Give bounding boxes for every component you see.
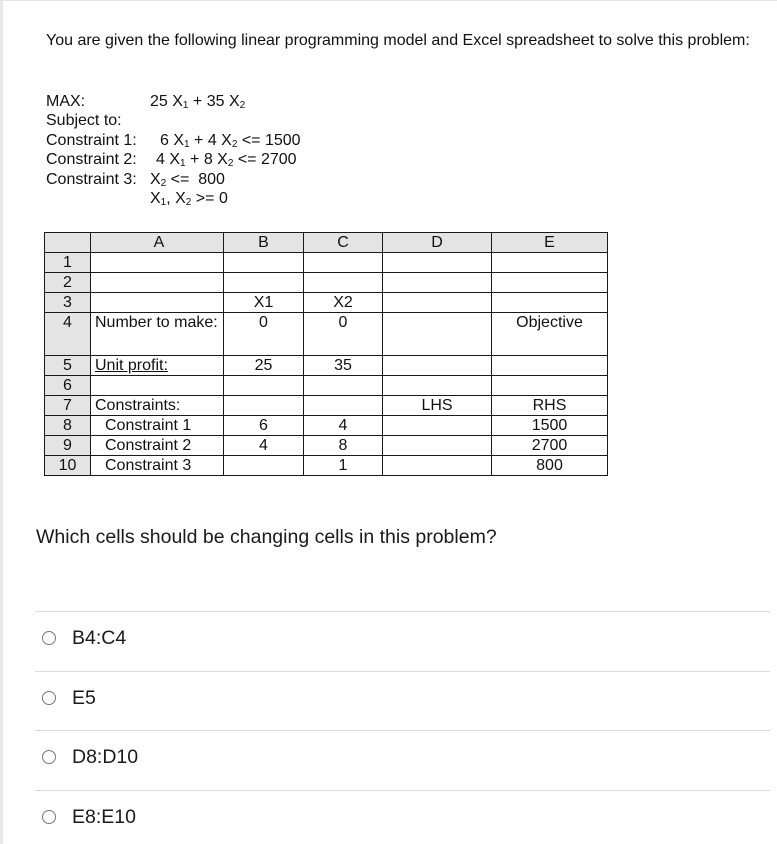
cell-b5: 25 xyxy=(224,356,304,376)
intro-text: You are given the following linear programming model and Excel spreadsheet to solve this problem: xyxy=(46,32,750,49)
sheet-row-3 xyxy=(45,293,608,313)
cell-b3: X1 xyxy=(224,293,304,313)
column-header-a: A xyxy=(91,233,224,253)
constraint-1-label: Constraint 1: xyxy=(46,131,137,149)
cell-e1 xyxy=(492,253,608,273)
row-number: 10 xyxy=(45,456,91,476)
constraint-2-label: Constraint 2: xyxy=(46,151,137,169)
option-label: D8:D10 xyxy=(72,745,139,768)
cell-a4: Number to make: xyxy=(91,313,224,356)
constraint-3-expression: $X_2 <= 800$ xyxy=(150,170,225,189)
cell-b4: 0 xyxy=(224,313,304,356)
cell-e9: 2700 xyxy=(492,436,608,456)
column-header-row xyxy=(45,233,608,253)
left-border xyxy=(0,0,3,844)
column-header-e: E xyxy=(492,233,608,253)
constraint-1-expression: 6 $X_1 + 4$ $X_2 <= 1500$ xyxy=(160,131,301,150)
nonnegativity-expression: $X_1$, $X_2 >= 0$ xyxy=(150,189,228,208)
cell-d2 xyxy=(383,273,492,293)
objective-function: 25 $X_1 + 35$ $X_2$ xyxy=(150,93,246,111)
spreadsheet xyxy=(44,232,608,476)
row-number: 9 xyxy=(45,436,91,456)
option-e8-e10[interactable] xyxy=(42,802,342,832)
top-border xyxy=(0,0,777,1)
cell-b2 xyxy=(224,273,304,293)
row-number: 7 xyxy=(45,396,91,416)
constraint-2-expression: 4 $X_1 + 8$ $X_2 <= 2700$ xyxy=(156,151,297,170)
cell-a5: Unit profit: xyxy=(91,356,224,376)
option-divider xyxy=(35,730,770,731)
cell-b10 xyxy=(224,456,304,476)
cell-a9: Constraint 2 xyxy=(91,436,224,456)
cell-a8: Constraint 1 xyxy=(91,416,224,436)
cell-b9: 4 xyxy=(224,436,304,456)
radio-button-icon[interactable] xyxy=(42,750,56,764)
option-label: E5 xyxy=(72,686,96,709)
subject-to-label: Subject to: xyxy=(46,112,122,130)
cell-a7: Constraints: xyxy=(91,396,224,416)
radio-button-icon[interactable] xyxy=(42,691,56,705)
cell-a6 xyxy=(91,376,224,396)
cell-a10: Constraint 3 xyxy=(91,456,224,476)
cell-c5: 35 xyxy=(304,356,383,376)
cell-c2 xyxy=(304,273,383,293)
cell-d3 xyxy=(383,293,492,313)
cell-a1 xyxy=(91,253,224,273)
sheet-row-7 xyxy=(45,396,608,416)
cell-d5 xyxy=(383,356,492,376)
cell-d9 xyxy=(383,436,492,456)
corner-cell xyxy=(45,233,91,253)
option-divider xyxy=(35,611,770,612)
column-header-d: D xyxy=(383,233,492,253)
cell-a3 xyxy=(91,293,224,313)
row-number: 5 xyxy=(45,356,91,376)
sheet-row-4 xyxy=(45,313,608,356)
cell-e5 xyxy=(492,356,608,376)
cell-e8: 1500 xyxy=(492,416,608,436)
cell-b1 xyxy=(224,253,304,273)
row-number: 8 xyxy=(45,416,91,436)
column-header-c: C xyxy=(304,233,383,253)
row-number: 1 xyxy=(45,253,91,273)
cell-c3: X2 xyxy=(304,293,383,313)
radio-button-icon[interactable] xyxy=(42,810,56,824)
question-text: Which cells should be changing cells in this problem? xyxy=(36,526,497,548)
cell-e2 xyxy=(492,273,608,293)
row-number: 2 xyxy=(45,273,91,293)
cell-b8: 6 xyxy=(224,416,304,436)
cell-b7 xyxy=(224,396,304,416)
row-number: 6 xyxy=(45,376,91,396)
cell-d10 xyxy=(383,456,492,476)
cell-d7: LHS xyxy=(383,396,492,416)
cell-d1 xyxy=(383,253,492,273)
cell-c6 xyxy=(304,376,383,396)
option-label: B4:C4 xyxy=(72,626,127,649)
sheet-row-10 xyxy=(45,456,608,476)
option-divider xyxy=(35,790,770,791)
option-d8-d10[interactable] xyxy=(42,742,342,772)
cell-e3 xyxy=(492,293,608,313)
cell-e10: 800 xyxy=(492,456,608,476)
option-label: E8:E10 xyxy=(72,805,136,828)
row-number: 3 xyxy=(45,293,91,313)
constraint-3-label: Constraint 3: xyxy=(46,170,137,188)
option-b4-c4[interactable] xyxy=(42,623,342,653)
cell-e7: RHS xyxy=(492,396,608,416)
cell-c7 xyxy=(304,396,383,416)
sheet-row-8 xyxy=(45,416,608,436)
cell-c1 xyxy=(304,253,383,273)
sheet-row-6 xyxy=(45,376,608,396)
max-label: MAX: xyxy=(46,93,86,110)
sheet-row-9 xyxy=(45,436,608,456)
sheet-row-1 xyxy=(45,253,608,273)
radio-button-icon[interactable] xyxy=(42,631,56,645)
cell-c4: 0 xyxy=(304,313,383,356)
cell-b6 xyxy=(224,376,304,396)
cell-d6 xyxy=(383,376,492,396)
option-e5[interactable] xyxy=(42,683,342,713)
column-header-b: B xyxy=(224,233,304,253)
option-divider xyxy=(35,671,770,672)
sheet-row-5 xyxy=(45,356,608,376)
row-number: 4 xyxy=(45,313,91,356)
cell-a2 xyxy=(91,273,224,293)
cell-c10: 1 xyxy=(304,456,383,476)
cell-d8 xyxy=(383,416,492,436)
sheet-row-2 xyxy=(45,273,608,293)
cell-e4: Objective xyxy=(492,313,608,356)
cell-c9: 8 xyxy=(304,436,383,456)
cell-c8: 4 xyxy=(304,416,383,436)
cell-d4 xyxy=(383,313,492,356)
cell-e6 xyxy=(492,376,608,396)
